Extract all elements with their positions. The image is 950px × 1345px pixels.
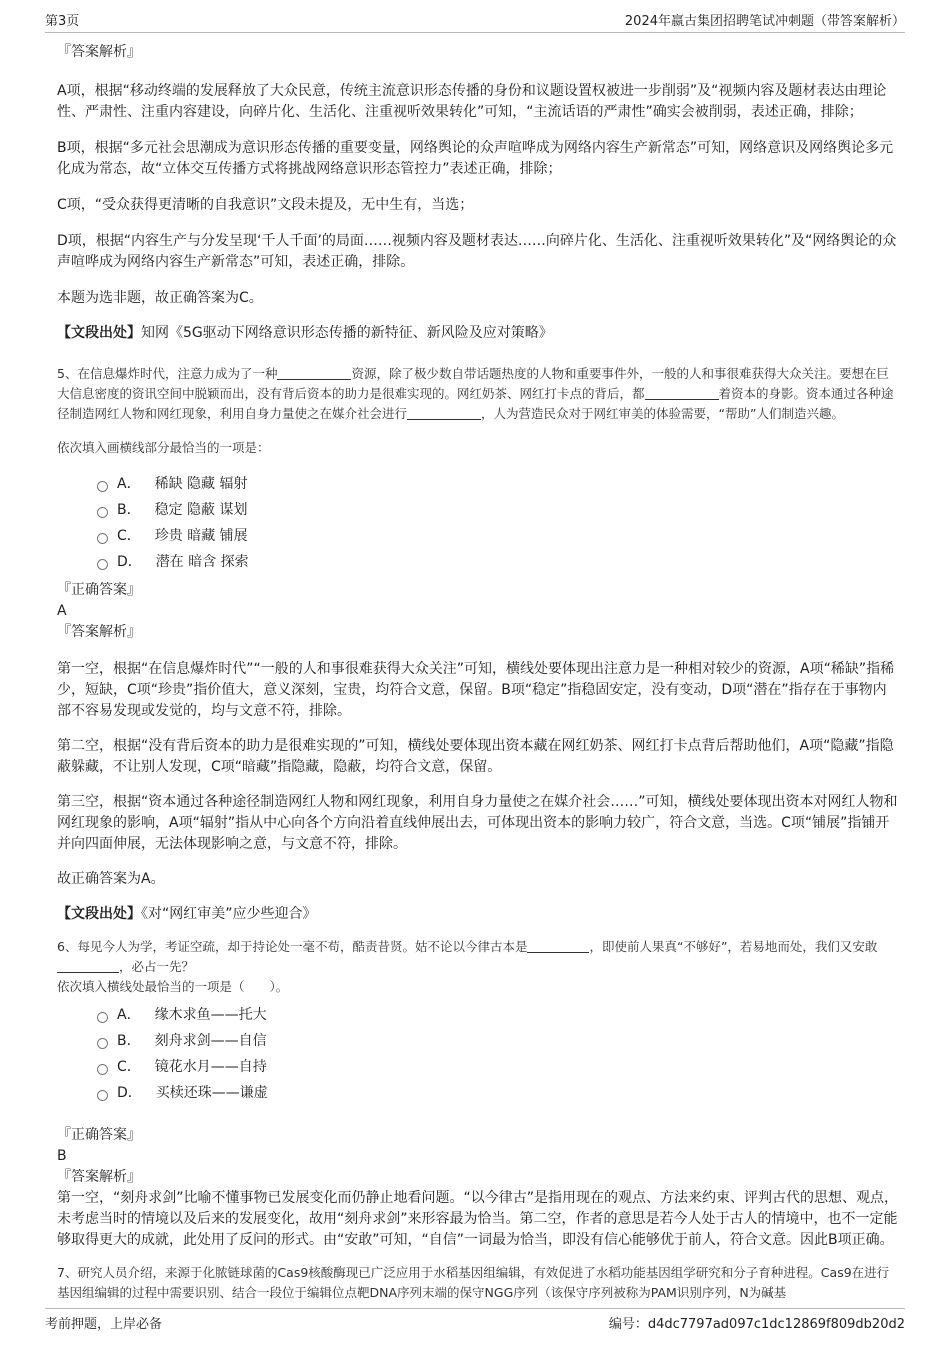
option-text: 镜花水月——自持 [154,1059,267,1075]
q4-analysis-label: 『答案解析』 [57,44,141,60]
q6-answer: B [57,1148,67,1164]
option-letter: D． [117,554,142,570]
q6-stem [57,937,899,977]
radio-icon[interactable] [97,1064,108,1075]
option-letter: A． [117,1007,141,1023]
q4-analysis-d: D项，根据“内容生产与分发呈现‘千人千面’的局面……视频内容及题材表达……向碎片化、生活化、注重视听效果转化”及“网络舆论的众声喧哗成为网络内容生产新常态”可知，表述正确，排除。 [57,233,897,270]
q6-option-a[interactable] [57,1001,899,1027]
q5-stem-part1: 5、在信息爆炸时代，注意力成为了一种 [57,366,278,381]
q6-option-b[interactable] [57,1027,899,1053]
radio-icon[interactable] [97,1012,108,1023]
q5-blank-1 [277,365,351,380]
document-title: 2024年嬴古集团招聘笔试冲刺题（带答案解析） [624,13,905,29]
q5-stem [57,364,899,424]
q5-option-b[interactable] [57,496,899,522]
q6-blank-2 [57,958,119,973]
option-text: 买椟还珠——谦虚 [155,1085,268,1101]
q5-prompt: 依次填入画横线部分最恰当的一项是： [57,440,270,455]
footer-serial: 编号：d4dc7797ad097c1dc12869f809db20d2 [608,1316,905,1332]
radio-icon[interactable] [97,507,108,518]
option-letter: B． [117,1033,141,1049]
q5-stem-part4: ，人为营造民众对于网红审美的体验需要，“帮助”人们制造兴趣。 [481,406,844,421]
option-letter: A． [117,476,141,492]
q5-answer: A [57,603,67,619]
page-content [57,40,899,1303]
option-text: 稀缺 隐藏 辐射 [154,476,248,492]
option-text: 稳定 隐蔽 谋划 [154,502,248,518]
q6-options [57,1001,899,1105]
radio-icon[interactable] [97,1090,108,1101]
q4-analysis-b: B项，根据“多元社会思潮成为意识形态传播的重要变量，网络舆论的众声喧哗成为网络内容生产新常态”可知，网络意识及网络舆论多元化成为常态，故“立体交互传播方式将挑战网络意识形态管控力”表述正确，排除； [57,140,894,177]
q4-analysis-a: A项，根据“移动终端的发展释放了大众民意，传统主流意识形态传播的身份和议题设置权被进一步削弱”及“视频内容及题材表达由理论性、严肃性、注重内容建设，向碎片化、生活化、注重视听效果转化”可知，“主流话语的严肃性”确实会被削弱，表述正确，排除； [57,83,887,120]
q5-option-d[interactable] [57,548,899,574]
q5-option-c[interactable] [57,522,899,548]
q4-conclusion: 本题为选非题，故正确答案为C。 [57,290,263,306]
q5-source-label: 【文段出处】 [57,906,141,922]
q5-answer-label: 『正确答案』 [57,582,141,598]
q5-analysis-label: 『答案解析』 [57,624,141,640]
q5-source-text: 《对“网红审美”应少些迎合》 [141,906,317,922]
q4-source-text: 知网《5G驱动下网络意识形态传播的新特征、新风险及应对策略》 [141,325,553,341]
q5-blank-2 [645,385,719,400]
q6-stem-part3: ，必占一先？ [119,959,195,974]
q5-source [57,904,899,925]
q5-analysis-1: 第一空，根据“在信息爆炸时代”“一般的人和事很难获得大众关注”可知，横线处要体现出注意力是一种相对较少的资源，A项“稀缺”指稀少，短缺，C项“珍贵”指价值大，意义深刻，宝贵，均符合文意，保留。B项“稳定”指稳固安定，没有变动，D项“潜在”指存在于事物内部不容易发现或发觉的，均与文意不符，排除。 [57,661,895,719]
q6-prompt: 依次填入横线处最恰当的一项是（ ）。 [57,979,289,994]
q4-source [57,323,899,344]
option-text: 珍贵 暗藏 铺展 [154,528,248,544]
q4-analysis-c: C项，“受众获得更清晰的自我意识”文段未提及，无中生有，当选； [57,197,474,213]
q5-blank-3 [407,405,481,420]
q7-stem: 7、研究人员介绍，来源于化脓链球菌的Cas9核酸酶现已广泛应用于水稻基因组编辑，有效促进了水稻功能基因组学研究和分子育种进程。Cas9在进行基因组编辑的过程中需要识别、结合一段位于编辑位点靶DNA序列末端的保守NGG序列（该保守序列被称为PAM识别序列，N为碱基 [57,1265,890,1300]
option-text: 缘木求鱼——托大 [154,1007,267,1023]
q5-option-a[interactable] [57,470,899,496]
page-footer [45,1308,905,1335]
option-letter: C． [117,528,141,544]
q5-analysis-2: 第二空，根据“没有背后资本的助力是很难实现的”可知，横线处要体现出资本藏在网红奶茶、网红打卡点背后帮助他们，A项“隐藏”指隐蔽躲藏，不让别人发现，C项“暗藏”指隐藏，隐蔽，均符合文意，保留。 [57,738,894,775]
option-letter: B． [117,502,141,518]
q6-analysis: 第一空，“刻舟求剑”比喻不懂事物已发展变化而仍静止地看问题。“以今律古”是指用现在的观点、方法来约束、评判古代的思想、观点，未考虑当时的情境以及后来的发展变化，故用“刻舟求剑”来形容最为恰当。第二空，作者的意思是若今人处于古人的情境中，也不一定能够取得更大的成就，此处用了反问的形式。由“安敢”可知，“自信”一词最为恰当，即没有信心能够优于前人，符合文意。因此B项正确。 [57,1190,899,1248]
q6-option-d[interactable] [57,1079,899,1105]
q6-blank-1 [527,938,589,953]
option-text: 刻舟求剑——自信 [154,1033,267,1049]
radio-icon[interactable] [97,559,108,570]
q5-conclusion: 故正确答案为A。 [57,871,165,887]
q6-option-c[interactable] [57,1053,899,1079]
radio-icon[interactable] [97,481,108,492]
q5-stem-part3: 着资本的身影。资本通过各种途径制造网红人物和网红现象，利用自身力量使之在媒介社会进行 [57,386,894,421]
q5-stem-part2: 资源，除了极少数自带话题热度的人物和重要事件外，一般的人和事很难获得大众关注。要想在巨大信息密度的资讯空间中脱颖而出，没有背后资本的助力是很难实现的。网红奶茶、网红打卡点的背后，都 [57,366,889,401]
page-number: 第3页 [45,13,80,29]
q4-source-label: 【文段出处】 [57,325,141,341]
q6-stem-part1: 6、每见今人为学，考证空疏，却于持论处一毫不苟，酷责昔贤。姑不论以今律古本是 [57,939,528,954]
radio-icon[interactable] [97,1038,108,1049]
q6-analysis-label: 『答案解析』 [57,1169,141,1185]
q5-analysis-3: 第三空，根据“资本通过各种途径制造网红人物和网红现象，利用自身力量使之在媒介社会……”可知，横线处要体现出资本对网红人物和网红现象的影响，A项“辐射”指从中心向各个方向沿着直线伸展出去，可体现出资本的影响力较广，符合文意，当选。C项“铺展”指铺开并向四面伸展，无法体现影响之意，与文意不符，排除。 [57,794,898,852]
option-letter: D． [117,1085,142,1101]
q6-answer-label: 『正确答案』 [57,1127,141,1143]
q5-options [57,470,899,574]
option-letter: C． [117,1059,141,1075]
option-text: 潜在 暗含 探索 [155,554,249,570]
page-header [45,6,905,33]
radio-icon[interactable] [97,533,108,544]
q6-stem-part2: ，即使前人果真“不够好”，若易地而处，我们又安敢 [589,939,878,954]
footer-slogan: 考前押题，上岸必备 [45,1316,163,1332]
